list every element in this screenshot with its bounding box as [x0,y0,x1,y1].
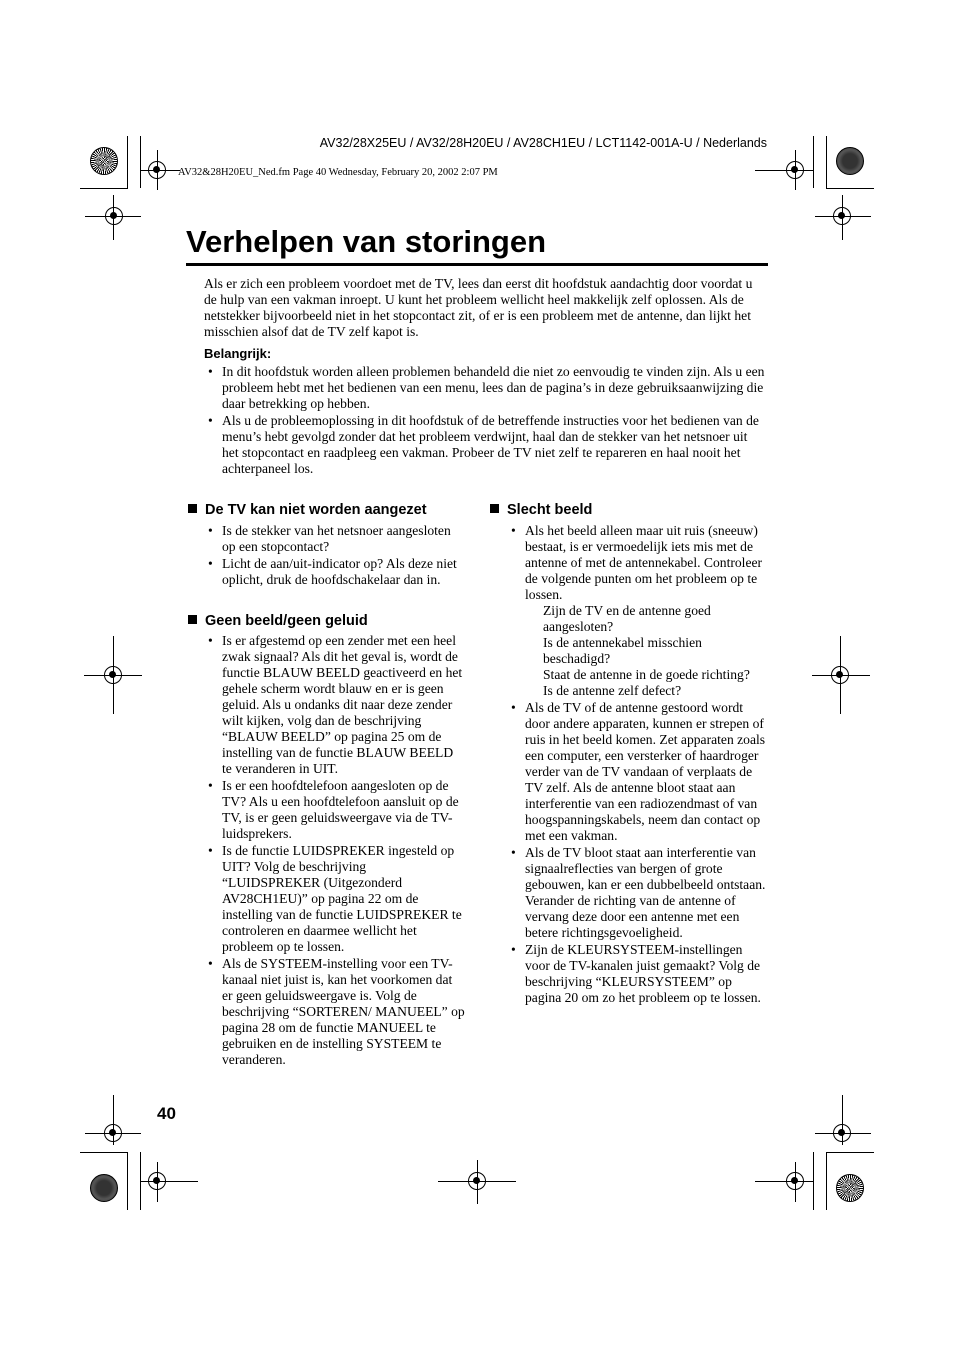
intro-paragraph: Als er zich een probleem voordoet met de TV, lees dan eerst dit hoofdstuk aandachtig door voordat u de hulp van een vakman inroept. U kunt het probleem wellicht heel makkelijk zelf oplossen. Als de netstekker bijvoorbeeld niet in het stopcontact zit, of er is een probleem met de antenne, dan lijkt het misschien alsof dat de TV zelf kapot is. [204,276,753,339]
list-item: • Licht de aan/uit-indicator op? Als deze niet oplicht, druk de hoofdschakelaar dan in. [204,556,466,588]
check-item: Is de antenne zelf defect? [543,683,682,698]
section-heading-text: De TV kan niet worden aangezet [205,502,427,518]
registration-target-icon [468,1172,486,1190]
section-heading-no-power [188,502,427,518]
page-number: 40 [157,1104,176,1123]
registration-star-icon [90,147,118,175]
list-item: • Zijn de KLEURSYSTEEM-instellingen voor de TV-kanalen juist gemaakt? Volg de beschrijving “KLEURSYSTEEM” op pagina 20 om zo het probleem op te lossen. [507,942,769,1006]
check-item: Is de antennekabel misschien beschadigd? [543,635,702,666]
square-bullet-icon [188,504,197,513]
registration-star-icon [90,1174,118,1202]
registration-target-icon [104,1124,122,1142]
list-item: • In dit hoofdstuk worden alleen problemen behandeld die niet zo eenvoudig te vinden zijn. Als u een probleem hebt met het bedienen van een menu, lees dan de pagina’s in deze gebruiksaanwijzing die daar betrekking op hebben. [204,364,766,413]
registration-target-icon [148,1172,166,1190]
square-bullet-icon [188,615,197,624]
registration-target-icon [104,666,122,684]
registration-target-icon [148,161,166,179]
important-list [204,364,766,477]
registration-target-icon [786,1172,804,1190]
list-item: • Als de SYSTEEM-instelling voor een TV-kanaal niet juist is, kan het voorkomen dat er geen geluidsweergave is. Volg de beschrijving “SORTEREN/ MANUEEL” op pagina 28 om de functie MANUEEL te gebruiken en de instelling SYSTEEM te veranderen. [204,956,466,1068]
list-item [507,523,769,699]
list-item: • Als de TV bloot staat aan interferentie van signaalreflecties van bergen of grote gebouwen, kan er een dubbelbeeld ontstaan. Verander de richting van de antenne of vervang deze door een antenne met een betere richtingsgevoeligheid. [507,845,769,941]
section-heading-bad-picture [490,502,592,518]
list-item: • Is er afgestemd op een zender met een heel zwak signaal? Als dit het geval is, wordt de functie BLAUW BEELD geactiveerd en het gehele scherm wordt blauw en er is geen geluid. Als u ondanks dit naar deze zender wilt kijken, volg dan de beschrijving “BLAUW BEELD” op pagina 25 om de instelling van de functie BLAUW BEELD te veranderen in UIT. [204,633,466,777]
check-item: Zijn de TV en de antenne goed aangesloten? [543,603,711,634]
registration-target-icon [786,161,804,179]
section-heading-text: Slecht beeld [507,502,593,518]
registration-target-icon [833,1124,851,1142]
square-bullet-icon [490,504,499,513]
registration-target-icon [105,207,123,225]
registration-star-icon [836,147,864,175]
registration-target-icon [831,666,849,684]
page-title: Verhelpen van storingen [186,224,547,259]
model-header: AV32/28X25EU / AV32/28H20EU / AV28CH1EU / LCT1142-001A-U / Nederlands [319,136,767,150]
registration-target-icon [833,207,851,225]
section-heading-no-picture [188,613,368,629]
section-heading-text: Geen beeld/geen geluid [205,613,368,629]
important-label: Belangrijk: [204,346,272,361]
title-rule [186,263,768,266]
list-item: • Als de TV of de antenne gestoord wordt door andere apparaten, kunnen er strepen of ruis in het beeld komen. Zet apparaten zoals een computer, een versterker of haardroger verder van de TV vandaan of verplaats de TV zelf. Als de antenne bloot staat aan interferentie van een radiozendmast of van hoogspanningskabels, neem dan contact op met een vakman. [507,700,769,844]
list-item: • Is er een hoofdtelefoon aangesloten op de TV? Als u een hoofdtelefoon aansluit op de TV, is er geen geluidsweergave via de TV-luidsprekers. [204,778,466,842]
file-info: AV32&28H20EU_Ned.fm Page 40 Wednesday, February 20, 2002 2:07 PM [178,167,498,178]
check-item: Staat de antenne in de goede richting? [543,667,750,682]
no-picture-list [204,633,466,1069]
list-item: • Als u de probleemoplossing in dit hoofdstuk of de betreffende instructies voor het bedienen van de menu’s hebt gevolgd zonder dat het probleem verdwijnt, haal dan de stekker van het netsnoer uit het stopcontact en raadpleeg een vakman. Probeer de TV niet zelf te repareren en haal nooit het achterpaneel los. [204,413,766,478]
list-item-text: Als het beeld alleen maar uit ruis (sneeuw) bestaat, is er vermoedelijk iets mis met de antenne of met de antennekabel. Controleer de volgende punten om het probleem op te lossen. [525,523,763,602]
bad-picture-list [507,523,769,1007]
list-item: • Is de functie LUIDSPREKER ingesteld op UIT? Volg de beschrijving “LUIDSPREKER (Uitgezonderd AV28CH1EU)” op pagina 22 om de instelling van de functie LUIDSPREKER te controleren en daarmee wellicht het probleem op te lossen. [204,843,466,955]
registration-star-icon [836,1174,864,1202]
list-item: • Is de stekker van het netsnoer aangesloten op een stopcontact? [204,523,466,555]
no-power-list [204,523,466,589]
